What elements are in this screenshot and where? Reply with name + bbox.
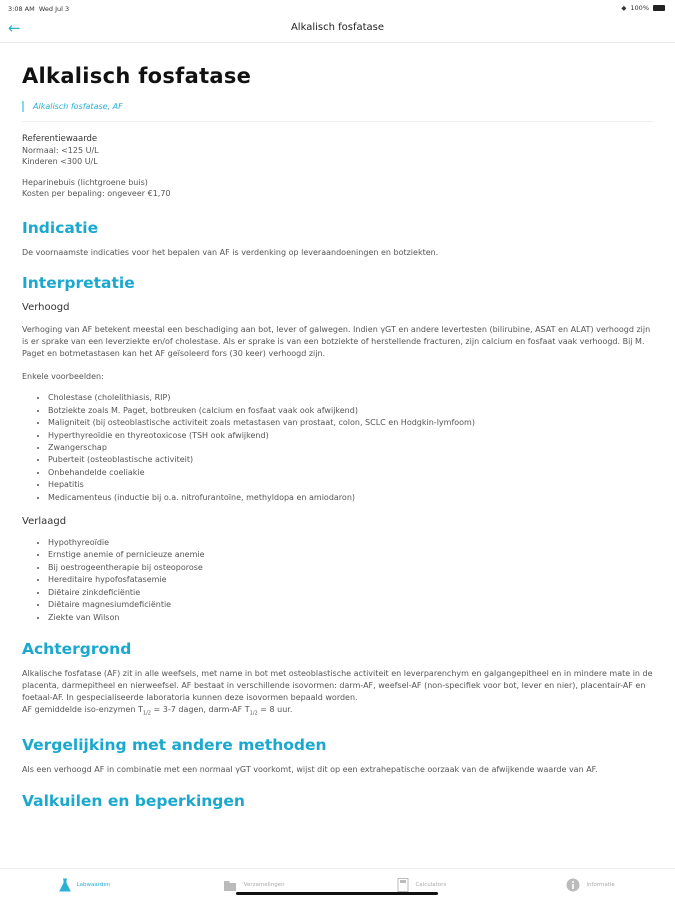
list-item: • Cholestase (cholelithiasis, RIP) [48,392,653,404]
status-bar [0,0,675,16]
halflife-text: AF gemiddelde iso-enzymen $T_{1/2} = 3-7$ dagen, darm-AF $T_{1/2} = 8$ uur. [22,704,293,717]
tab-labwaarden[interactable]: Labwaarden [0,869,169,900]
verlaagd-list [48,537,653,624]
divider [22,121,653,122]
list-item: • Ernstige anemie of pernicieuze anemie [48,549,653,561]
tab-verzamelingen[interactable]: Verzamelingen [169,869,338,900]
verhoogd-text: Verhoging van AF betekent meestal een beschadiging aan bot, lever of galwegen. Indien γGT en andere levertesten (bilirubine, ASAT en ALAT) verhoogd zijn is er sprake van een leverziekte en/of cholestase. Als er sprake is van een botziekte of herstellende fracturen, zijn calcium en fosfaat vaak verhoogd. Bij M. Paget en botmetastasen kan het AF geïsoleerd fors (30 keer) verhoogd zijn. [22,325,651,359]
list-item: • Diëtaire magnesiumdeficiëntie [48,599,653,611]
list-item: • Diëtaire zinkdeficiëntie [48,587,653,599]
tube-info: Heparinebuis (lichtgroene buis) [22,177,148,187]
list-item: • Medicamenteus (inductie bij o.a. nitrofurantoïne, methyldopa en amiodaron) [48,492,653,504]
reference-label: Referentiewaarde [22,134,98,144]
list-item: • Maligniteit (bij osteoblastische activiteit zoals metastasen van prostaat, colon, SCLC en Hodgkin-lymfoom) [48,417,653,429]
list-item: • Hyperthyreoïdie en thyreotoxicose (TSH ook afwijkend) [48,430,653,442]
achtergrond-text: Alkalische fosfatase (AF) zit in alle weefsels, met name in bot met osteoblastische activiteit en leverparenchym en galgangepitheel en in mindere mate in de placenta, darmepitheel en nierweefsel. AF bestaat in verschillende isovormen: darm-AF, weefsel-AF (non-specifiek voor bot, lever en nier), placentair-AF en foetaal-AF. In gespecialiseerde laboratoria kunnen deze isovormen bepaald worden. [22,668,653,702]
list-item: • Onbehandelde coeliakie [48,467,653,479]
tab-bar [0,868,675,900]
reference-children: Kinderen <300 U/L [22,157,98,167]
heading-achtergrond: Achtergrond [22,639,132,658]
synonyms: Alkalisch fosfatase, AF [22,101,653,112]
page-title: Alkalisch fosfatase [22,64,252,88]
list-item: • Bij oestrogeentherapie bij osteoporose [48,562,653,574]
home-indicator [236,892,438,895]
indicatie-text: De voornaamste indicaties voor het bepalen van AF is verdenking op leveraandoeningen en botziekten. [22,248,439,258]
back-arrow-icon[interactable]: ← [8,19,21,37]
verhoogd-list [48,392,653,504]
list-item: • Hepatitis [48,479,653,491]
wifi-icon: ◆ [621,4,627,12]
heading-valkuilen: Valkuilen en beperkingen [22,791,245,810]
tab-calculators[interactable]: Calculators [338,869,507,900]
list-item: • Puberteit (osteoblastische activiteit) [48,454,653,466]
list-item: • Botziekte zoals M. Paget, botbreuken (calcium en fosfaat vaak ook afwijkend) [48,405,653,417]
vergelijking-text: Als een verhoogd AF in combinatie met een normaal γGT voorkomt, wijst dit op een extrahepatische oorzaak van de afwijkende waarde van AF. [22,764,598,774]
nav-title: Alkalisch fosfatase [290,22,385,33]
list-item: • Hypothyreoïdie [48,537,653,549]
heading-vergelijking: Vergelijking met andere methoden [22,735,327,754]
battery-percent: 100% [630,4,649,12]
calculator-icon [397,878,409,892]
list-item: • Ziekte van Wilson [48,612,653,624]
examples-label: Enkele voorbeelden: [22,372,104,382]
nav-bar [0,16,675,43]
flask-icon [59,878,71,892]
heading-indicatie: Indicatie [22,219,99,238]
cost-info: Kosten per bepaling: ongeveer €1,70 [22,188,171,198]
battery-icon [653,5,665,11]
tab-informatie[interactable]: Informatie [506,869,675,900]
reference-normal: Normaal: <125 U/L [22,146,99,156]
heading-interpretatie: Interpretatie [22,274,135,293]
list-item: • Hereditaire hypofosfatasemie [48,574,653,586]
status-time: 3:08 AM Wed Jul 3 [8,5,70,13]
info-icon [566,878,580,892]
list-item: • Zwangerschap [48,442,653,454]
folder-icon [222,878,238,892]
subheading-verlaagd: Verlaagd [22,516,67,528]
subheading-verhoogd: Verhoogd [22,302,70,314]
article[interactable] [0,43,675,868]
